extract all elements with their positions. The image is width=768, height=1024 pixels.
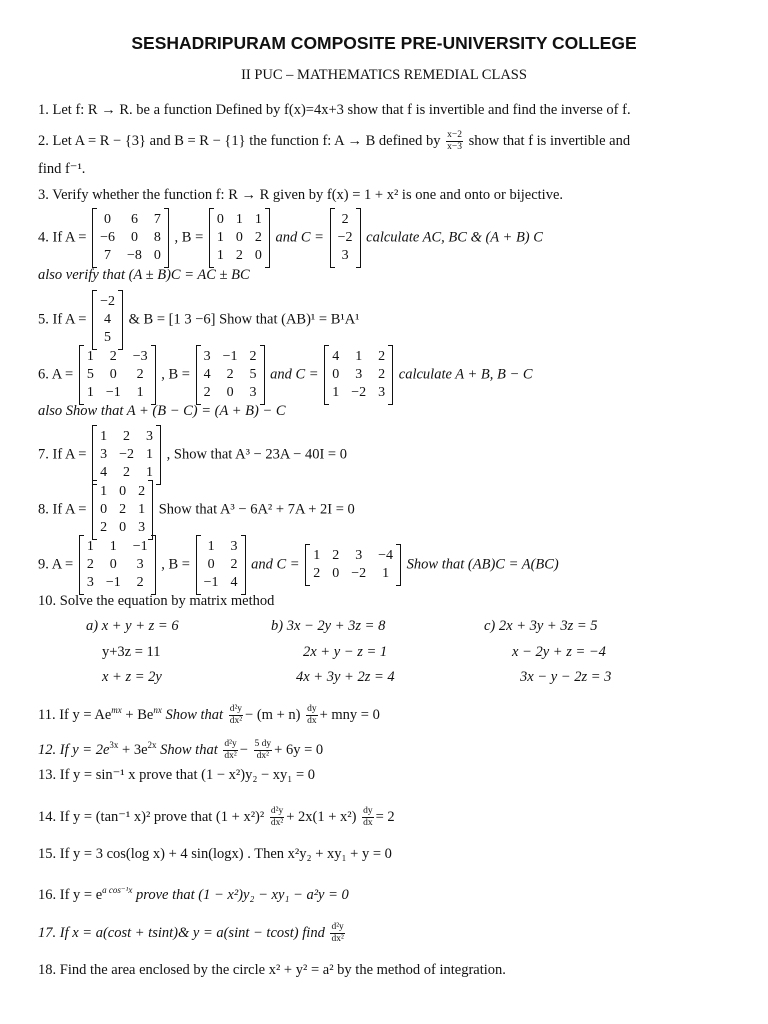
question-6-and: and C = (270, 366, 319, 383)
matrix-cell: 0 (235, 230, 243, 245)
equation-a-1: a) x + y + z = 6 (86, 618, 179, 634)
matrix-cell: 0 (104, 212, 112, 227)
question-4-and: and C = (275, 229, 324, 246)
question-8-tail: Show that A³ − 6A² + 7A + 2I = 0 (158, 501, 355, 518)
matrix-cell: 0 (119, 520, 127, 535)
matrix-cell: 2 (230, 557, 238, 572)
denominator: dx² (229, 716, 243, 726)
exponent: 3x (109, 740, 119, 750)
matrix-row (199, 349, 262, 365)
fraction (330, 922, 344, 945)
matrix-row (95, 465, 158, 481)
matrix-cell: 2 (100, 520, 108, 535)
matrix-cell: 2 (123, 465, 131, 480)
matrix-cell: 2 (249, 349, 257, 364)
exponent: 2x (147, 740, 157, 750)
denominator: x−3 (447, 142, 462, 152)
matrix-cell: 1 (332, 385, 340, 400)
matrix-cell: 0 (332, 566, 340, 581)
matrix-cell: −2 (337, 230, 353, 245)
matrix-cell: 2 (235, 248, 243, 263)
question-4-line-2: also verify that (A ± B)C = AC ± BC (38, 267, 250, 283)
question-15: 15. If y = 3 cos(log x) + 4 sin(logx) . Then x²y₂ + xy₁ + y = 0 (38, 846, 392, 862)
matrix-cell: 2 (341, 212, 349, 227)
question-9 (38, 535, 559, 595)
equation-c-3: 3x − y − 2z = 3 (520, 669, 612, 685)
question-9-sep: , B = (161, 556, 190, 573)
exponent: nx (153, 705, 162, 715)
matrix-cell: 0 (216, 212, 224, 227)
matrix-cell: 1 (313, 548, 321, 563)
matrix-row (82, 539, 153, 555)
matrix-cell: 6 (130, 212, 138, 227)
matrix-q9-a (79, 535, 156, 595)
matrix-row (333, 230, 358, 246)
matrix-cell: 2 (138, 484, 146, 499)
matrix-cell: 0 (226, 385, 234, 400)
question-9-tail: Show that (AB)C = A(BC) (406, 556, 559, 573)
question-2-line-2: find f⁻¹. (38, 161, 86, 177)
matrix-cell: 4 (104, 312, 112, 327)
matrix-cell: −3 (132, 349, 148, 364)
matrix-cell: 7 (153, 212, 161, 227)
matrix-cell: 3 (355, 548, 363, 563)
matrix-cell: 2 (332, 548, 340, 563)
matrix-q7-a (92, 425, 161, 485)
matrix-cell: 0 (254, 248, 262, 263)
matrix-cell: −2 (351, 385, 367, 400)
matrix-cell: 5 (104, 330, 112, 345)
question-14 (38, 806, 395, 829)
matrix-cell: 4 (203, 367, 211, 382)
matrix-cell: −1 (132, 539, 148, 554)
question-4-sep: , B = (174, 229, 204, 246)
numerator: d²y (229, 704, 243, 714)
matrix-cell: 0 (109, 367, 117, 382)
matrix-cell: 8 (153, 230, 161, 245)
matrix-q9-c (305, 544, 401, 586)
matrix-q5-a (92, 290, 123, 350)
equation-b-1: b) 3x − 2y + 3z = 8 (271, 618, 386, 634)
question-18: 18. Find the area enclosed by the circle x² + y² = a² by the method of integration. (38, 962, 506, 978)
matrix-q9-b (196, 535, 246, 595)
matrix-cell: 1 (86, 539, 94, 554)
matrix-row (212, 212, 267, 228)
question-1: 1. Let f: R → R. be a function Defined by f(x)=4x+3 show that f is invertible and find the inverse of f. (38, 102, 631, 118)
matrix-row (327, 349, 390, 365)
matrix-cell: 5 (249, 367, 257, 382)
matrix-cell: 2 (378, 367, 386, 382)
matrix-row (95, 212, 166, 228)
question-4 (38, 208, 543, 268)
question-4-tail: calculate AC, BC & (A + B) C (366, 229, 543, 246)
question-3: 3. Verify whether the function f: R → R given by f(x) = 1 + x² is one and onto or bijective. (38, 187, 564, 203)
matrix-cell: 3 (230, 539, 238, 554)
matrix-row (333, 212, 358, 228)
matrix-row (95, 330, 120, 346)
q11-part: Show that (161, 706, 224, 723)
matrix-row (82, 349, 153, 365)
question-5 (38, 290, 360, 350)
matrix-row (82, 557, 153, 573)
q11-part: + Be (121, 706, 154, 723)
matrix-row (95, 484, 150, 500)
matrix-cell: 1 (216, 248, 224, 263)
question-8 (38, 480, 355, 540)
matrix-row (95, 520, 150, 536)
matrix-cell: 3 (86, 575, 94, 590)
question-7-tail: , Show that A³ − 23A − 40I = 0 (166, 446, 347, 463)
matrix-row (95, 429, 158, 445)
matrix-cell: 2 (378, 349, 386, 364)
matrix-cell: 1 (100, 429, 108, 444)
matrix-cell: 1 (86, 349, 94, 364)
matrix-row (95, 248, 166, 264)
matrix-cell: 3 (136, 557, 144, 572)
matrix-cell: 3 (138, 520, 146, 535)
q12-part: − (239, 741, 248, 758)
matrix-cell: 1 (146, 465, 153, 480)
matrix-cell: 3 (203, 349, 211, 364)
matrix-q8-a (92, 480, 153, 540)
numerator: x−2 (447, 130, 462, 140)
matrix-row (95, 447, 158, 463)
question-5-prefix: 5. If A = (38, 311, 87, 328)
equation-b-3: 4x + 3y + 2z = 4 (296, 669, 395, 685)
matrix-cell: 1 (138, 502, 146, 517)
matrix-cell: 2 (313, 566, 321, 581)
numerator: 5 dy (254, 739, 272, 749)
matrix-row (199, 367, 262, 383)
question-7 (38, 425, 347, 485)
matrix-cell: 4 (100, 465, 108, 480)
matrix-cell: 0 (153, 248, 161, 263)
matrix-cell: 5 (86, 367, 94, 382)
denominator: dx² (256, 751, 270, 761)
matrix-cell: 2 (226, 367, 234, 382)
question-9-prefix: 9. A = (38, 556, 74, 573)
matrix-cell: 2 (123, 429, 131, 444)
matrix-cell: 1 (136, 385, 144, 400)
equation-c-2: x − 2y + z = −4 (512, 644, 606, 660)
equation-a-2: y+3z = 11 (102, 644, 161, 660)
matrix-row (327, 385, 390, 401)
matrix-cell: −2 (119, 447, 134, 462)
matrix-cell: 2 (119, 502, 127, 517)
matrix-cell: 7 (104, 248, 112, 263)
question-5-tail: & B = [1 3 −6] Show that (AB)¹ = B¹A¹ (128, 311, 360, 328)
q12-part: 12. If y = 2e (38, 741, 110, 758)
q14-part: = 2 (375, 808, 395, 825)
matrix-cell: −4 (378, 548, 394, 563)
q17-part: 17. If x = a(cost + tsint)& y = a(sint − tcost) find (38, 924, 325, 941)
matrix-q4-c (330, 208, 361, 268)
matrix-cell: 1 (109, 539, 117, 554)
q11-part: − (m + n) (245, 706, 301, 723)
fraction (254, 739, 273, 762)
matrix-cell: 3 (355, 367, 363, 382)
matrix-cell: −2 (100, 294, 115, 309)
matrix-cell: 2 (86, 557, 94, 572)
equation-a-3: x + z = 2y (102, 669, 162, 685)
matrix-row (327, 367, 390, 383)
college-title: SESHADRIPURAM COMPOSITE PRE-UNIVERSITY COLLEGE (131, 33, 637, 53)
matrix-cell: 2 (109, 349, 117, 364)
question-2-text-tail: show that f is invertible and (468, 132, 631, 149)
matrix-cell: −8 (127, 248, 142, 263)
matrix-q4-b (209, 208, 270, 268)
fraction (270, 806, 284, 829)
numerator: dy (363, 806, 373, 816)
q12-part: + 6y = 0 (274, 741, 324, 758)
class-subtitle: II PUC – MATHEMATICS REMEDIAL CLASS (241, 67, 527, 83)
denominator: dx² (270, 818, 284, 828)
matrix-row (95, 294, 120, 310)
matrix-cell: 1 (355, 349, 363, 364)
matrix-cell: −1 (105, 575, 121, 590)
question-2-text: 2. Let A = R − {3} and B = R − {1} the function f: A → B defined by (38, 132, 441, 149)
question-2 (38, 130, 630, 153)
question-13: 13. If y = sin⁻¹ x prove that (1 − x²)y₂ − xy₁ = 0 (38, 767, 316, 783)
matrix-row (199, 385, 262, 401)
fraction (306, 704, 318, 727)
matrix-cell: 2 (254, 230, 262, 245)
equation-b-2: 2x + y − z = 1 (303, 644, 388, 660)
matrix-cell: −6 (100, 230, 115, 245)
matrix-cell: −2 (351, 566, 367, 581)
matrix-row (199, 575, 243, 591)
matrix-row (199, 557, 243, 573)
matrix-cell: 1 (207, 539, 215, 554)
equation-c-1: c) 2x + 3y + 3z = 5 (484, 618, 598, 634)
denominator: dx² (331, 934, 344, 944)
matrix-cell: 3 (378, 385, 386, 400)
question-6-tail: calculate A + B, B − C (398, 366, 533, 383)
question-6 (38, 345, 533, 405)
matrix-q4-a (92, 208, 169, 268)
matrix-cell: 0 (100, 502, 108, 517)
matrix-row (308, 566, 398, 582)
matrix-cell: 1 (254, 212, 262, 227)
matrix-cell: 1 (235, 212, 243, 227)
matrix-cell: −1 (203, 575, 219, 590)
matrix-cell: 0 (332, 367, 340, 382)
matrix-cell: 0 (130, 230, 138, 245)
question-16 (38, 881, 349, 904)
q12-part: + 3e (118, 741, 148, 758)
matrix-row (212, 230, 267, 246)
matrix-cell: 0 (109, 557, 117, 572)
matrix-cell: 1 (86, 385, 94, 400)
matrix-row (82, 385, 153, 401)
matrix-row (333, 248, 358, 264)
matrix-cell: 0 (119, 484, 127, 499)
fraction (223, 739, 237, 762)
matrix-q6-c (324, 345, 393, 405)
q16-part: prove that (1 − x²)y₂ − xy₁ − a²y = 0 (132, 886, 349, 903)
matrix-cell: 3 (100, 447, 108, 462)
fraction (446, 130, 463, 153)
matrix-cell: 2 (136, 367, 144, 382)
question-12 (38, 736, 323, 762)
matrix-cell: −1 (105, 385, 121, 400)
matrix-cell: 1 (216, 230, 224, 245)
q16-part: 16. If y = e (38, 886, 103, 903)
denominator: dx (307, 716, 317, 726)
matrix-cell: 3 (249, 385, 257, 400)
fraction (362, 806, 374, 829)
exponent: a cos⁻¹x (102, 885, 133, 895)
question-9-and: and C = (251, 556, 300, 573)
matrix-row (82, 575, 153, 591)
matrix-cell: 2 (136, 575, 144, 590)
matrix-cell: 3 (341, 248, 349, 263)
question-6-line-2: also Show that A + (B − C) = (A + B) − C (38, 403, 286, 419)
denominator: dx² (224, 751, 237, 761)
matrix-cell: 3 (146, 429, 153, 444)
exponent: mx (111, 705, 122, 715)
q12-part: Show that (156, 741, 218, 758)
matrix-cell: 1 (146, 447, 153, 462)
matrix-row (199, 539, 243, 555)
matrix-row (82, 367, 153, 383)
q11-part: + mny = 0 (319, 706, 380, 723)
matrix-cell: 1 (382, 566, 390, 581)
question-11 (38, 701, 380, 727)
fraction (229, 704, 243, 727)
q14-part: + 2x(1 + x²) (286, 808, 357, 825)
matrix-row (95, 312, 120, 328)
question-4-prefix: 4. If A = (38, 229, 87, 246)
matrix-cell: −1 (222, 349, 238, 364)
numerator: d²y (270, 806, 284, 816)
matrix-row (308, 548, 398, 564)
question-8-prefix: 8. If A = (38, 501, 87, 518)
matrix-q6-b (196, 345, 265, 405)
numerator: d²y (331, 922, 344, 932)
matrix-row (95, 230, 166, 246)
matrix-cell: 0 (207, 557, 215, 572)
matrix-cell: 4 (230, 575, 238, 590)
matrix-cell: 1 (100, 484, 108, 499)
numerator: dy (307, 704, 317, 714)
question-6-sep: , B = (161, 366, 190, 383)
q14-part: 14. If y = (tan⁻¹ x)² prove that (1 + x²)² (38, 808, 265, 825)
question-10: 10. Solve the equation by matrix method (38, 593, 275, 609)
question-7-prefix: 7. If A = (38, 446, 87, 463)
matrix-cell: 4 (332, 349, 340, 364)
denominator: dx (363, 818, 373, 828)
matrix-row (212, 248, 267, 264)
matrix-row (95, 502, 150, 518)
matrix-q6-a (79, 345, 156, 405)
question-6-prefix: 6. A = (38, 366, 74, 383)
numerator: d²y (224, 739, 237, 749)
matrix-cell: 2 (203, 385, 211, 400)
q11-part: 11. If y = Ae (38, 706, 112, 723)
question-17 (38, 922, 347, 945)
